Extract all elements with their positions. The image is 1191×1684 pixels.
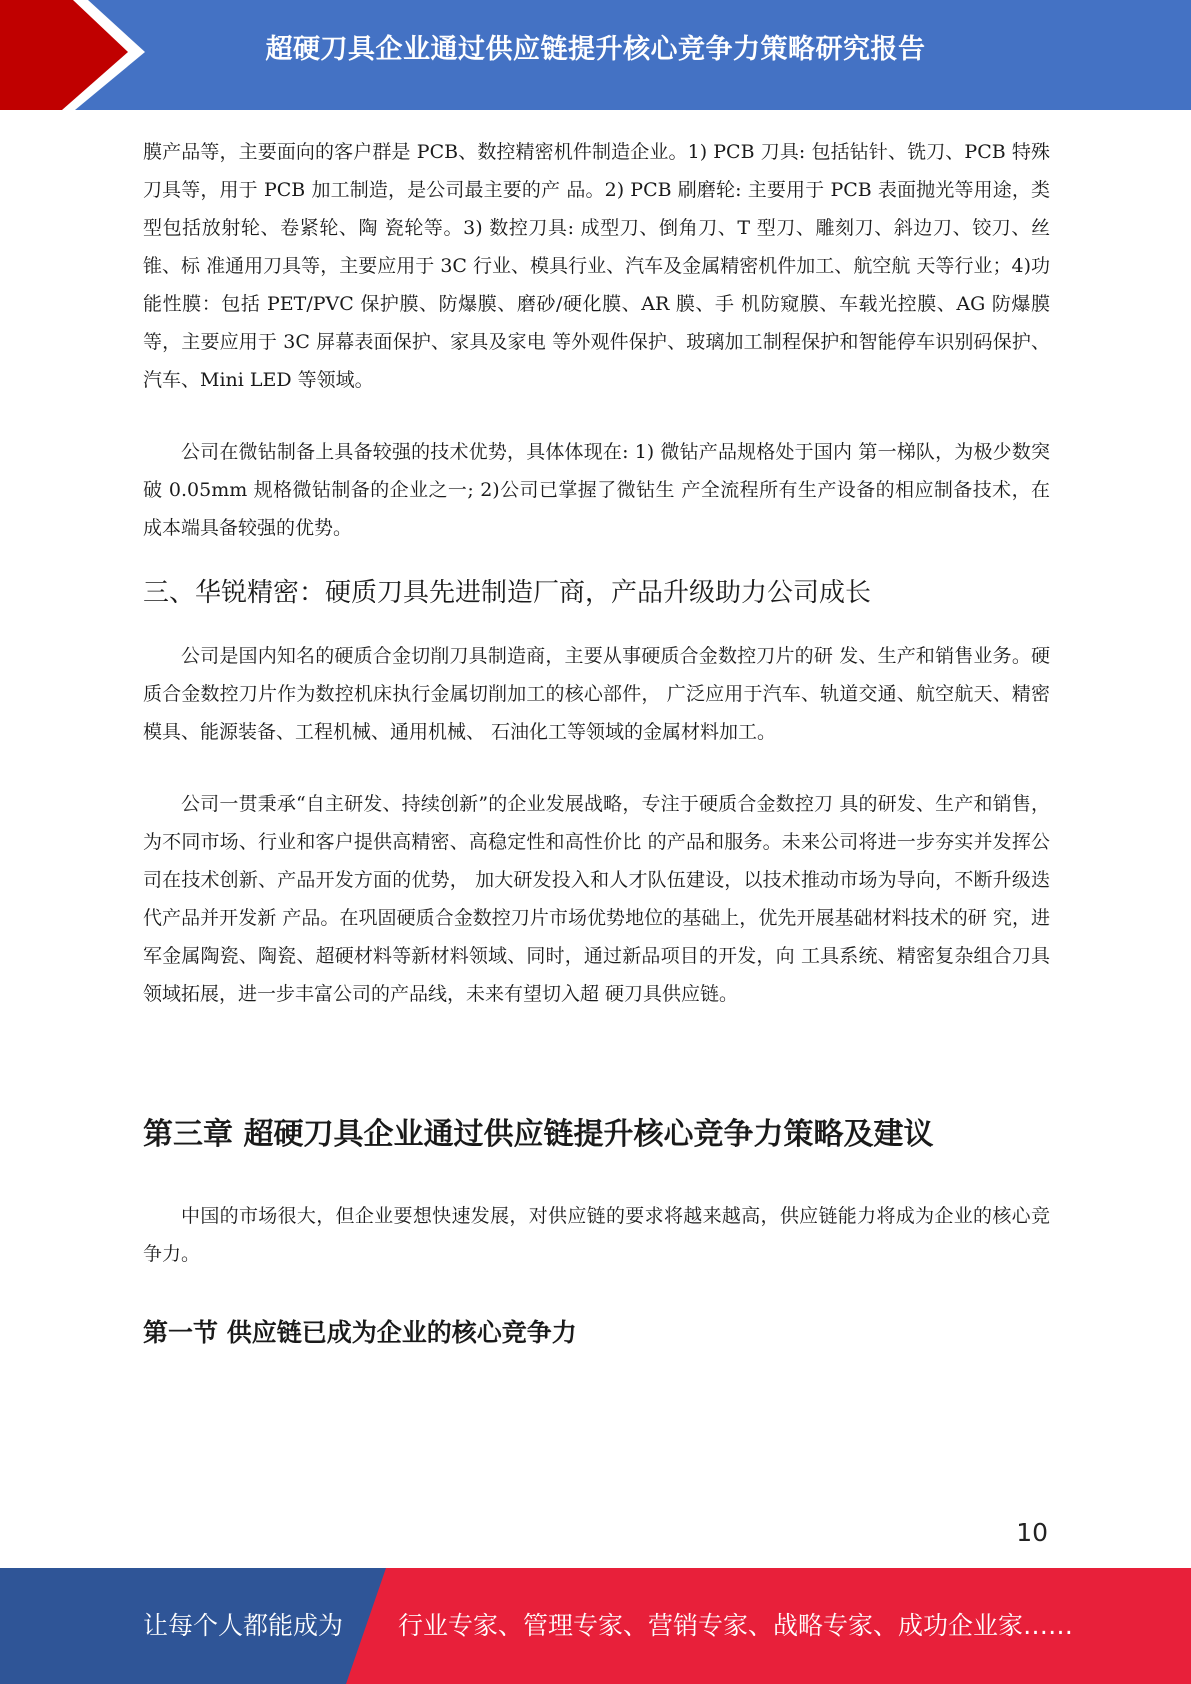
paragraph-microdrill-advantage: 公司在微钻制备上具备较强的技术优势，具体体现在: 1) 微钻产品规格处于国内 第一梯队，为极少数突破 0.05mm 规格微钻制备的企业之一; 2)公司已掌握了微钻生 产全流程所有生产设备的相应制备技术，在成本端具备较强的优势。	[143, 441, 1050, 539]
paragraph-huarui-intro: 公司是国内知名的硬质合金切削刀具制造商，主要从事硬质合金数控刀片的研 发、生产和销售业务。硬质合金数控刀片作为数控机床执行金属切削加工的核心部件， 广泛应用于汽车、轨道交通、航空航天、精密模具、能源装备、工程机械、通用机械、 石油化工等领域的金属材料加工。	[143, 645, 1050, 743]
page-footer	[0, 1568, 1191, 1684]
paragraph-chapter-intro: 中国的市场很大，但企业要想快速发展，对供应链的要求将越来越高，供应链能力将成为企业的核心竞争力。	[143, 1205, 1050, 1265]
footer-slogan-right: 行业专家、管理专家、营销专家、战略专家、成功企业家……	[398, 1611, 1074, 1640]
document-body	[143, 133, 1050, 1353]
header-arrow-decoration	[0, 0, 160, 110]
chapter-heading: 第三章 超硬刀具企业通过供应链提升核心竞争力策略及建议	[143, 1117, 934, 1152]
paragraph-huarui-strategy: 公司一贯秉承“自主研发、持续创新”的企业发展战略，专注于硬质合金数控刀 具的研发、生产和销售，为不同市场、行业和客户提供高精密、高稳定性和高性价比 的产品和服务。未来公司将进一步夯实并发挥公司在技术创新、产品开发方面的优势， 加大研发投入和人才队伍建设，以技术推动市场为导向，不断升级迭代产品并开发新 产品。在巩固硬质合金数控刀片市场优势地位的基础上，优先开展基础材料技术的研 究，进军金属陶瓷、陶瓷、超硬材料等新材料领域、同时，通过新品项目的开发，向 工具系统、精密复杂组合刀具领域拓展，进一步丰富公司的产品线，未来有望切入超 硬刀具供应链。	[143, 793, 1050, 1005]
page-number: 10	[1016, 1518, 1048, 1547]
page-header	[0, 0, 1191, 110]
subsection-heading: 第一节 供应链已成为企业的核心竞争力	[143, 1318, 577, 1347]
footer-slogan-left: 让每个人都能成为	[143, 1611, 344, 1640]
paragraph-product-lines: 膜产品等，主要面向的客户群是 PCB、数控精密机件制造企业。1) PCB 刀具: 包括钻针、铣刀、PCB 特殊刀具等，用于 PCB 加工制造，是公司最主要的产 品。2) PCB 刷磨轮: 主要用于 PCB 表面抛光等用途，类型包括放射轮、卷紧轮、陶 瓷轮等。3) 数控刀具: 成型刀、倒角刀、T 型刀、雕刻刀、斜边刀、铰刀、丝锥、标 准通用刀具等，主要应用于 3C 行业、模具行业、汽车及金属精密机件加工、航空航 天等行业；4)功能性膜：包括 PET/PVC 保护膜、防爆膜、磨砂/硬化膜、AR 膜、手 机防窥膜、车载光控膜、AG 防爆膜等，主要应用于 3C 屏幕表面保护、家具及家电 等外观件保护、玻璃加工制程保护和智能停车识别码保护、汽车、Mini LED 等领域。	[143, 141, 1050, 391]
report-title: 超硬刀具企业通过供应链提升核心竞争力策略研究报告	[265, 34, 926, 65]
section-heading-huarui: 三、华锐精密：硬质刀具先进制造厂商，产品升级助力公司成长	[143, 578, 872, 608]
